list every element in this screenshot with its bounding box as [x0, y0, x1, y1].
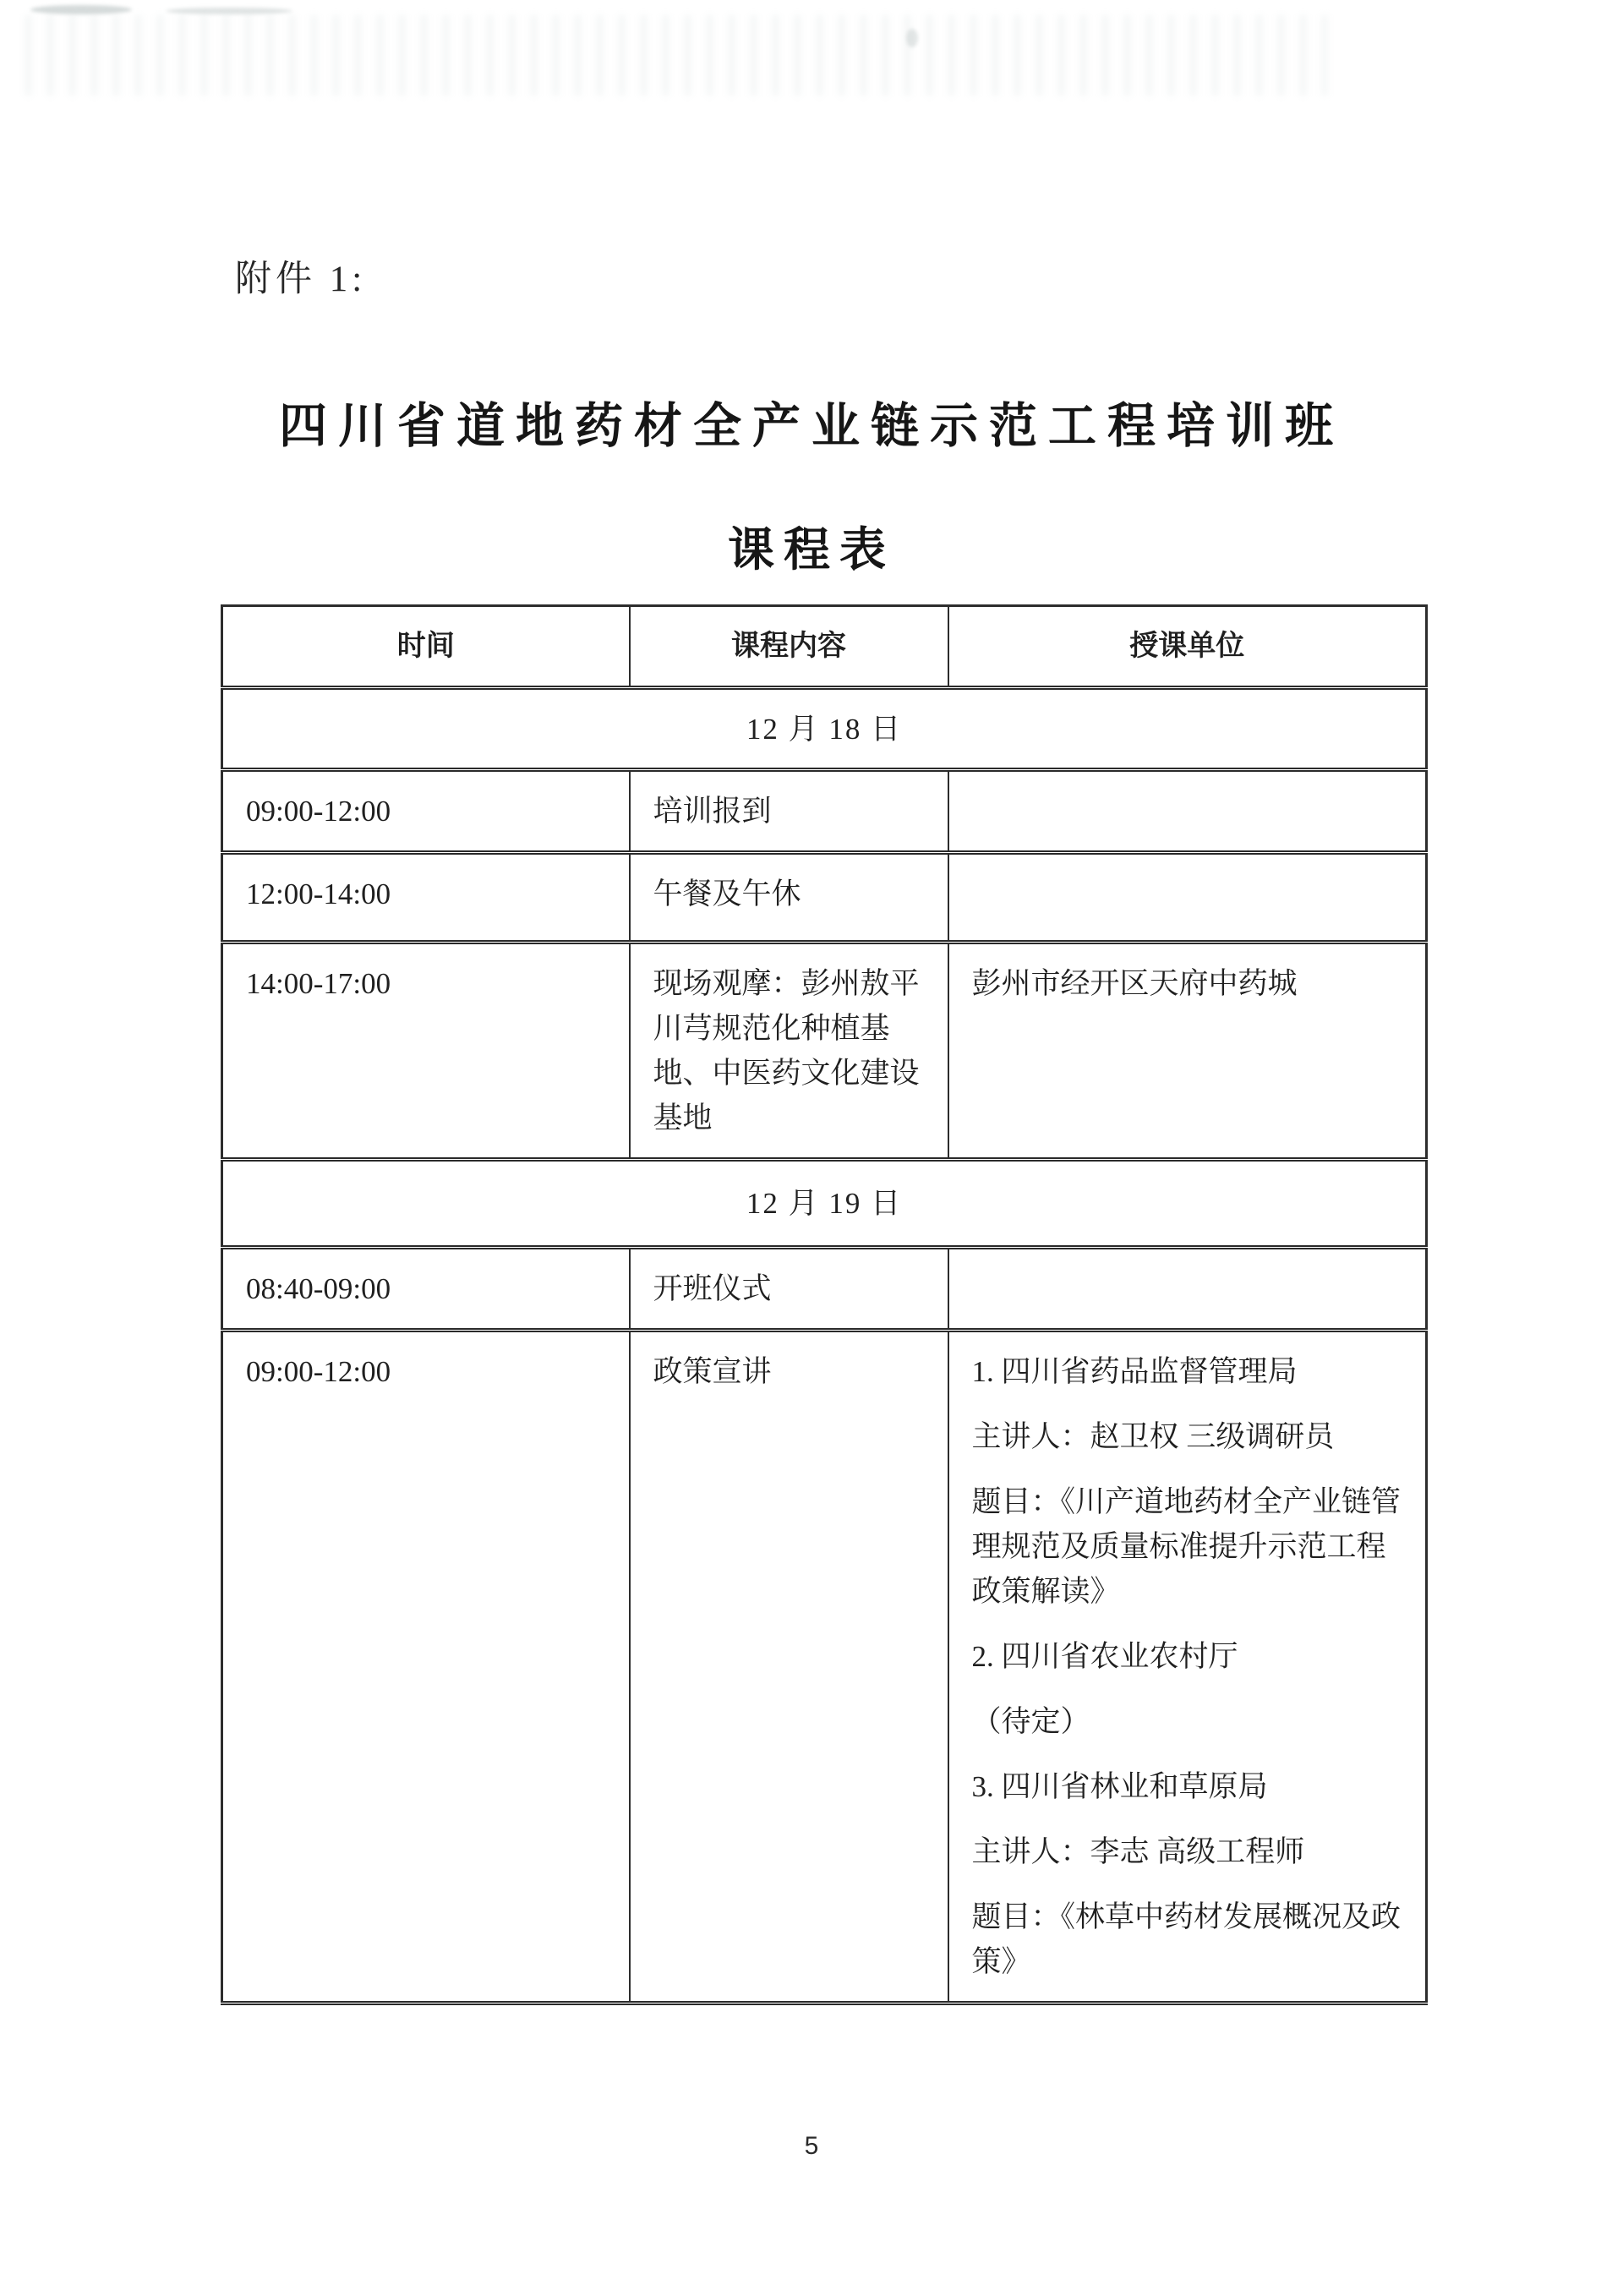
- page-subtitle: 课程表: [727, 524, 895, 576]
- unit-paragraph: 主讲人：赵卫权 三级调研员: [971, 1420, 1335, 1453]
- table-row: [222, 853, 1427, 943]
- table-row: [222, 943, 1427, 1160]
- unit-paragraph: （待定）: [971, 1705, 1090, 1738]
- unit-paragraph: 题目：《川产道地药材全产业链管理规范及质量标准提升示范工程 政策解读》: [971, 1485, 1402, 1608]
- time-cell: 08:40-09:00: [222, 1248, 630, 1331]
- content-cell: 开班仪式: [630, 1248, 948, 1331]
- scan-artifact: [906, 29, 918, 47]
- unit-paragraph: 1. 四川省药品监督管理局: [971, 1355, 1298, 1388]
- schedule-table: [221, 604, 1428, 2005]
- scan-artifact: [30, 5, 132, 14]
- table-row: [222, 1331, 1427, 2004]
- unit-paragraph: 2. 四川省农业农村厅: [971, 1640, 1238, 1673]
- page-title: 四川省道地药材全产业链示范工程培训班: [279, 400, 1344, 453]
- unit-cell: [948, 1331, 1427, 2004]
- table-row: [222, 1248, 1427, 1331]
- unit-paragraph: 3. 四川省林业和草原局: [971, 1770, 1268, 1803]
- content-cell: 培训报到: [630, 770, 948, 853]
- time-cell: 09:00-12:00: [222, 1331, 630, 2004]
- content-cell: 午餐及午休: [630, 853, 948, 943]
- time-cell: 14:00-17:00: [222, 943, 630, 1160]
- time-cell: 12:00-14:00: [222, 853, 630, 943]
- col-time-header: 时间: [222, 606, 630, 688]
- date-cell: 12 月 19 日: [222, 1160, 1427, 1248]
- time-cell: 09:00-12:00: [222, 770, 630, 853]
- date-row: [222, 1160, 1427, 1248]
- unit-paragraph: 题目：《林草中药材发展概况及政策》: [971, 1900, 1402, 1978]
- table-row: [222, 770, 1427, 853]
- scan-artifact: [166, 8, 292, 14]
- unit-cell: [948, 943, 1427, 1160]
- header-row: [222, 606, 1427, 688]
- date-row: [222, 688, 1427, 770]
- page-number: 5: [804, 2132, 819, 2160]
- unit-paragraph: 彭州市经开区天府中药城: [971, 967, 1298, 1000]
- col-content-header: 课程内容: [630, 606, 948, 688]
- unit-cell: [948, 770, 1427, 853]
- unit-cell: [948, 1248, 1427, 1331]
- unit-cell: [948, 853, 1427, 943]
- attachment-label: 附件 1:: [235, 260, 367, 299]
- content-cell: 现场观摩：彭州敖平川芎规范化种植基地、中医药文化建设基地: [630, 943, 948, 1160]
- col-unit-header: 授课单位: [948, 606, 1427, 688]
- unit-paragraph: 主讲人：李志 高级工程师: [971, 1835, 1305, 1868]
- scan-ghosting-artifact: [25, 15, 1327, 96]
- date-cell: 12 月 18 日: [222, 688, 1427, 770]
- content-cell: 政策宣讲: [630, 1331, 948, 2004]
